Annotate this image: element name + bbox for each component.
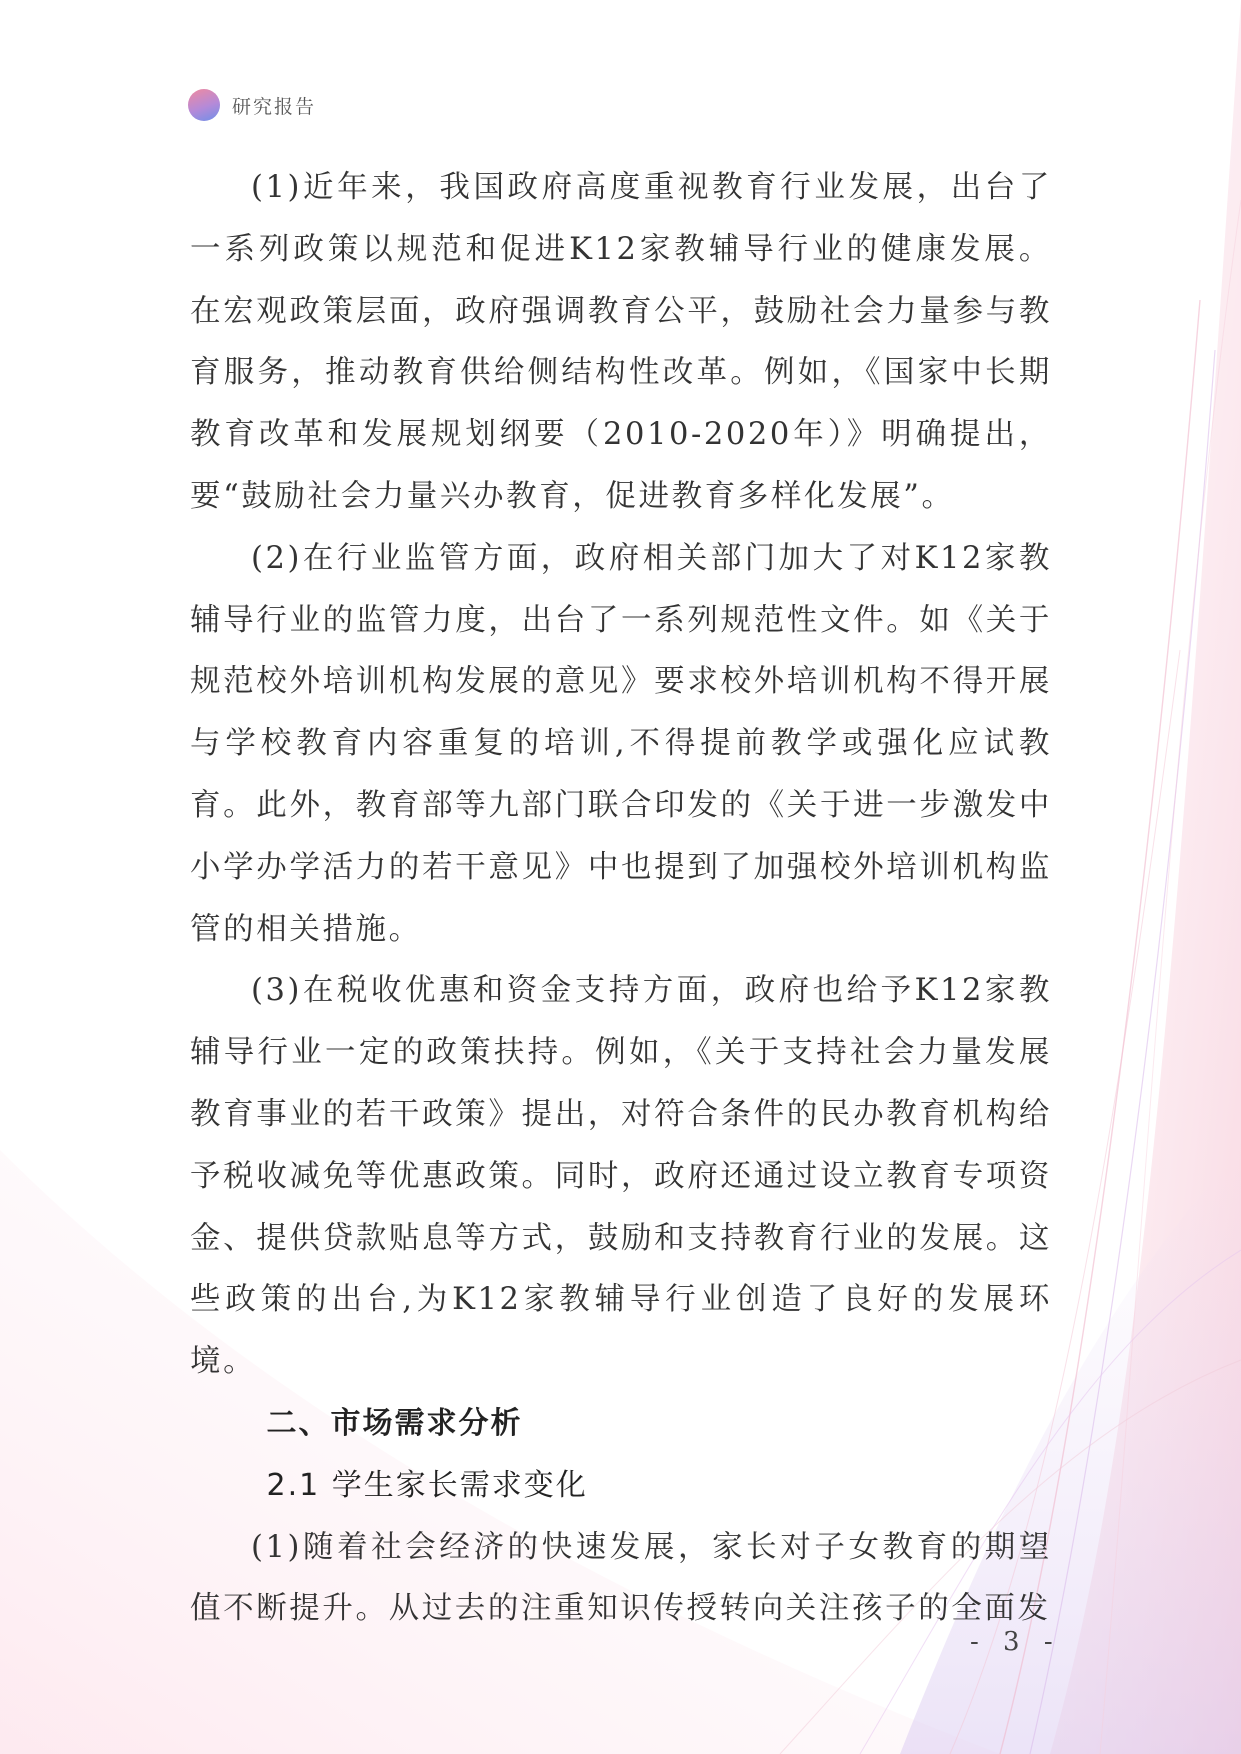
paragraph-3: (3)在税收优惠和资金支持方面，政府也给予K12家教辅导行业一定的政策扶持。例如，《关于支持社会力量发展教育事业的若干政策》提出，对符合条件的民办教育机构给予税收减免等优惠政策。同时，政府还通过设立教育专项资金、提供贷款贴息等方式，鼓励和支持教育行业的发展。这些政策的出台,为K12家教辅导行业创造了良好的发展环境。	[190, 973, 1052, 1380]
paragraph-1: (1)近年来，我国政府高度重视教育行业发展，出台了一系列政策以规范和促进K12家教辅导行业的健康发展。在宏观政策层面，政府强调教育公平，鼓励社会力量参与教育服务，推动教育供给侧结构性改革。例如，《国家中长期教育改革和发展规划纲要（2010-2020年）》明确提出，要“鼓励社会力量兴办教育，促进教育多样化发展”。	[190, 170, 1052, 514]
page-header	[188, 88, 316, 122]
page-number: - 3 -	[970, 1627, 1061, 1657]
paragraph-4: (1)随着社会经济的快速发展，家长对子女教育的期望值不断提升。从过去的注重知识传授转向关注孩子的全面发	[190, 1529, 1052, 1627]
subsection-heading: 2.1 学生家长需求变化	[266, 1467, 588, 1503]
logo-circle-icon	[188, 89, 220, 121]
paragraph-2: (2)在行业监管方面，政府相关部门加大了对K12家教辅导行业的监管力度，出台了一系列规范性文件。如《关于规范校外培训机构发展的意见》要求校外培训机构不得开展与学校教育内容重复的培训,不得提前教学或强化应试教育。此外，教育部等九部门联合印发的《关于进一步激发中小学办学活力的若干意见》中也提到了加强校外培训机构监管的相关措施。	[190, 540, 1052, 947]
section-heading: 二、市场需求分析	[266, 1405, 523, 1441]
document-body	[190, 157, 1052, 1640]
header-title: 研究报告	[232, 95, 317, 118]
